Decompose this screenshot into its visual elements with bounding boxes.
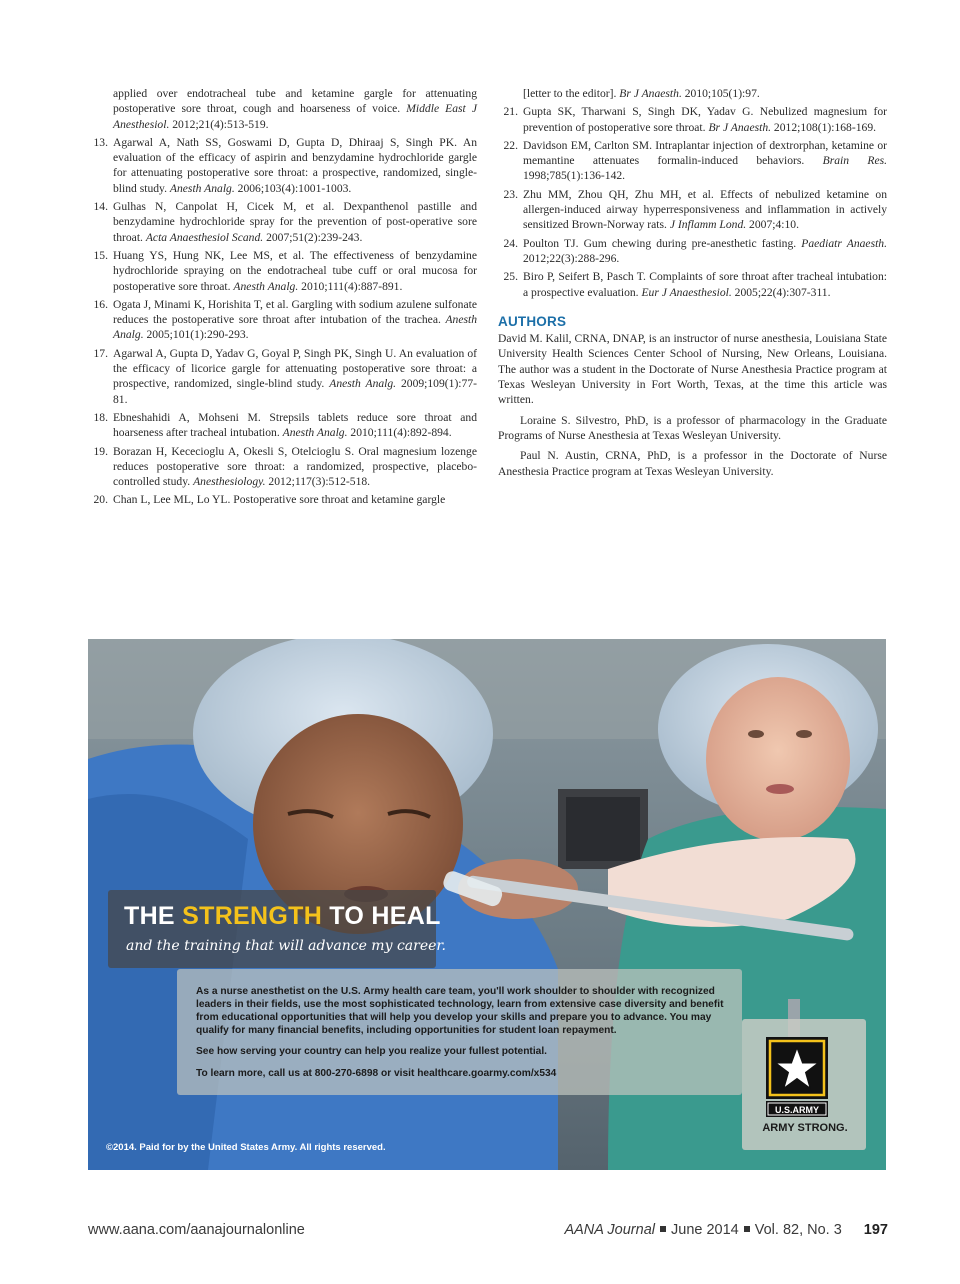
page-footer xyxy=(88,1222,888,1242)
left-column xyxy=(88,86,477,511)
reference-continuation: applied over endotracheal tube and ketamine gargle for attenuating postoperative sore throat, cough and hoarseness of voice. Middle East J Anesthesiol. 2012;21(4):513-519. xyxy=(113,87,477,131)
reference-item: 19. Borazan H, Kececioglu A, Okesli S, Otelcioglu S. Oral magnesium lozenge reduces postoperative sore throat: a randomized, prospective, placebo-controlled study. Anesthesiology. 2012;117(3):512-518. xyxy=(93,444,477,489)
square-bullet-icon xyxy=(660,1226,666,1232)
reference-item: 13. Agarwal A, Nath SS, Goswami D, Gupta D, Dhiraaj S, Singh PK. An evaluation of the efficacy of aspirin and benzydamine hydrochloride gargle for attenuating postoperative sore throat: a prospective, randomized, single-blind study. Anesth Analg. 2006;103(4):1001-1003. xyxy=(93,135,477,195)
ad-headline-box xyxy=(108,890,446,968)
right-column xyxy=(498,86,887,484)
army-logo-box xyxy=(742,1019,866,1150)
footer-journal: AANA Journal xyxy=(564,1222,655,1238)
army-star-logo-icon xyxy=(766,1037,828,1119)
reference-item: 23. Zhu MM, Zhou QH, Zhu MH, et al. Effects of nebulized ketamine on allergen-induced airway hyperresponsiveness and inflammation in actively sensitized Brown-Norway rats. J Inflamm Lond. 2007;4:10. xyxy=(503,187,887,232)
ad-tagline-secondary: See how serving your country can help you realize your fullest potential. xyxy=(196,1046,547,1057)
ad-body-text: As a nurse anesthetist on the U.S. Army health care team, you'll work shoulder to shoulder with recognized leaders in their fields, use the most sophisticated technology, learn from extensive case diversity and benefit from educational opportunities that will help you develop your skills and prepare you to advance. You may qualify for many financial benefits, including opportunities for student loan repayment. xyxy=(196,986,724,1037)
footer-citation xyxy=(564,1222,888,1238)
reference-item: 18. Ebneshahidi A, Mohseni M. Strepsils tablets reduce sore throat and hoarseness after tracheal intubation. Anesth Analg. 2010;111(4):892-894. xyxy=(93,410,477,440)
footer-url-link[interactable]: www.aana.com/aanajournalonline xyxy=(88,1222,305,1238)
author-bio: Loraine S. Silvestro, PhD, is a professor of pharmacology in the Graduate Programs of Nurse Anesthesia at Texas Wesleyan University. xyxy=(498,413,887,442)
army-advertisement xyxy=(88,639,886,1170)
reference-continuation: [letter to the editor]. Br J Anaesth. 2010;105(1):97. xyxy=(523,87,760,100)
reference-item: 22. Davidson EM, Carlton SM. Intraplantar injection of dextrorphan, ketamine or memantine attenuates formalin-induced behaviors. Brain Res. 1998;785(1):136-142. xyxy=(503,138,887,183)
reference-item: 14. Gulhas N, Canpolat H, Cicek M, et al. Dexpanthenol pastille and benzydamine hydrochloride spray for the prevention of post-operative sore throat. Acta Anaesthesiol Scand. 2007;51(2):239-243. xyxy=(93,200,477,244)
author-bio: Paul N. Austin, CRNA, PhD, is a professor in the Doctorate of Nurse Anesthesia Practice program at Texas Wesleyan University. xyxy=(498,449,887,478)
ad-tagline: and the training that will advance my career. xyxy=(126,938,446,954)
square-bullet-icon xyxy=(744,1226,750,1232)
ad-contact-line: To learn more, call us at 800-270-6898 or visit healthcare.goarmy.com/x534 xyxy=(196,1068,557,1079)
footer-volume: Vol. 82, No. 3 xyxy=(754,1222,842,1238)
footer-date: June 2014 xyxy=(671,1222,739,1238)
reference-item: 24. Poulton TJ. Gum chewing during pre-anesthetic fasting. Paediatr Anaesth. 2012;22(3):288-296. xyxy=(503,236,887,265)
ad-copyright: ©2014. Paid for by the United States Army. All rights reserved. xyxy=(106,1142,386,1153)
army-logo-text: U.S.ARMY xyxy=(774,1105,820,1115)
reference-item: 21. Gupta SK, Tharwani S, Singh DK, Yadav G. Nebulized magnesium for prevention of postoperative sore throat. Br J Anaesth. 2012;108(1):168-169. xyxy=(503,105,887,134)
author-bio: David M. Kalil, CRNA, DNAP, is an instructor of nurse anesthesia, Louisiana State University Health Sciences Center School of Nursing, New Orleans, Louisiana. The author was a student in the Doctorate of Nurse Anesthesia Practice program at Texas Wesleyan University in Fort Worth, Texas, at the time this article was written. xyxy=(498,332,887,407)
reference-item: 20. Chan L, Lee ML, Lo YL. Postoperative sore throat and ketamine gargle xyxy=(93,493,446,507)
reference-item: 15. Huang YS, Hung NK, Lee MS, et al. The effectiveness of benzydamine hydrochloride spraying on the endotracheal tube cuff or oral mucosa for postoperative sore throat. Anesth Analg. 2010;111(4):887-891. xyxy=(93,248,477,293)
ad-headline: THE STRENGTH TO HEAL xyxy=(124,902,441,930)
reference-item: 25. Biro P, Seifert B, Pasch T. Complaints of sore throat after tracheal intubation: a prospective evaluation. Eur J Anaesthesiol. 2005;22(4):307-311. xyxy=(503,270,887,299)
reference-item: 16. Ogata J, Minami K, Horishita T, et al. Gargling with sodium azulene sulfonate reduces the postoperative sore throat after intubation of the trachea. Anesth Analg. 2005;101(1):290-293. xyxy=(93,297,477,342)
army-strong-slogan: ARMY STRONG. xyxy=(762,1122,848,1134)
authors-heading: AUTHORS xyxy=(498,313,567,329)
reference-item: 17. Agarwal A, Gupta D, Yadav G, Goyal P, Singh PK, Singh U. An evaluation of the efficacy of licorice gargle for attenuating postoperative sore throat: a prospective, randomized, single-blind study. Anesth Analg. 2009;109(1):77-81. xyxy=(93,346,477,406)
page-number: 197 xyxy=(863,1222,888,1238)
